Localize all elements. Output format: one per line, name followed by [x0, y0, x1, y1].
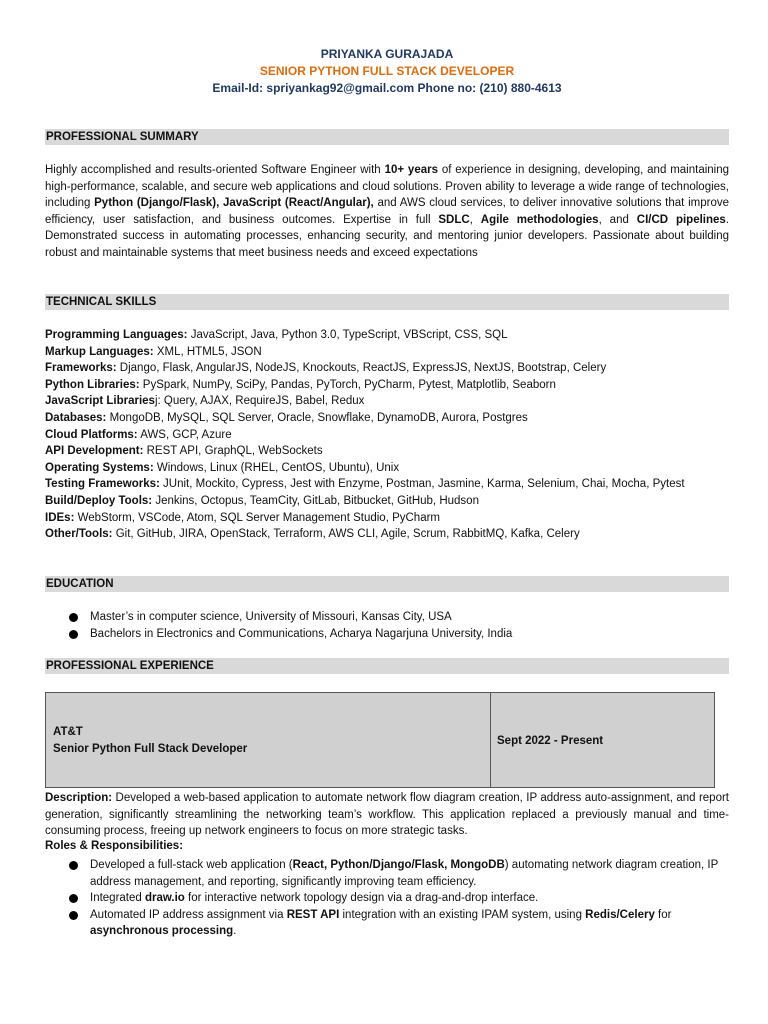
skill-row [45, 476, 729, 493]
text-run: Integrated [90, 892, 145, 904]
section-professional-summary: PROFESSIONAL SUMMARY [45, 129, 729, 145]
summary-paragraph [45, 162, 729, 261]
skill-row [45, 443, 729, 460]
text-run: Automated IP address assignment via [90, 908, 287, 921]
description-label: Description: [45, 792, 113, 804]
skill-row [45, 427, 729, 444]
bold-run: REST API [286, 908, 340, 921]
job-dates: Sept 2022 - Present [497, 735, 604, 747]
skill-label: JavaScript Libraries [45, 395, 155, 408]
candidate-name: PRIYANKA GURAJADA [320, 47, 454, 61]
description-text: Developed a web-based application to automate network flow diagram creation, IP address auto-assignment, and report generation, significantly streamlining the networking team’s workflow. This application replaced a previously manual and time-consuming process, freeing up network engineers to focus on more strategic tasks. [45, 792, 729, 837]
skill-value: Jenkins, Octopus, TeamCity, GitLab, Bitbucket, GitHub, Hudson [152, 494, 479, 507]
section-technical-skills: TECHNICAL SKILLS [45, 294, 729, 310]
skill-label: Operating Systems: [45, 461, 154, 474]
bold-run: React, Python/Django/Flask, MongoDB [292, 859, 505, 871]
skill-label: Databases: [45, 411, 107, 424]
job-role: Senior Python Full Stack Developer [53, 743, 248, 755]
skill-row [45, 344, 729, 361]
roles-heading: Roles & Responsibilities: [45, 840, 184, 852]
section-professional-experience: PROFESSIONAL EXPERIENCE [45, 658, 729, 674]
skill-value: MongoDB, MySQL, SQL Server, Oracle, Snowflake, DynamoDB, Aurora, Postgres [106, 411, 528, 424]
skill-value: j: Query, AJAX, RequireJS, Babel, Redux [154, 395, 365, 408]
list-item: Bachelors in Electronics and Communications, Acharya Nagarjuna University, India [45, 626, 729, 643]
bold-run: Python (Django/Flask), JavaScript (React/Angular), [94, 197, 374, 209]
bold-run: Redis/Celery [585, 908, 655, 921]
skill-label: Other/Tools: [45, 528, 113, 541]
list-item [45, 890, 729, 907]
list-item [45, 907, 729, 940]
job-company: AT&T [53, 726, 83, 738]
skill-label: Testing Frameworks: [45, 478, 160, 491]
skill-row [45, 460, 729, 477]
skill-value: Git, GitHub, JIRA, OpenStack, Terraform, AWS CLI, Agile, Scrum, RabbitMQ, Kafka, Celery [112, 528, 580, 541]
skill-row [45, 393, 729, 410]
skill-label: Build/Deploy Tools: [45, 494, 153, 507]
text-run: for interactive network topology design via a drag-and-drop interface. [184, 892, 539, 904]
section-education: EDUCATION [45, 576, 729, 592]
skill-row [45, 526, 729, 543]
text-run: and AWS cloud services, to deliver innovative solutions that improve efficiency, user satisfaction, and business outcomes. Expertise in full [45, 197, 729, 226]
bold-run: asynchronous processing [90, 925, 234, 937]
skill-label: API Development: [45, 445, 144, 458]
education-list [45, 609, 729, 642]
text-run: , and [598, 213, 637, 226]
text-run: . [233, 925, 237, 937]
contact-line: Email-Id: spriyankag92@gmail.com Phone no: (210) 880-4613 [212, 81, 562, 95]
skill-value: JavaScript, Java, Python 3.0, TypeScript, VBScript, CSS, SQL [187, 329, 508, 341]
bold-run: CI/CD pipelines [636, 213, 726, 226]
skill-value: XML, HTML5, JSON [153, 345, 262, 358]
skill-value: REST API, GraphQL, WebSockets [143, 445, 323, 458]
bold-run: draw.io [144, 892, 185, 904]
text-run: Developed a full-stack web application ( [90, 859, 293, 871]
skill-label: Programming Languages: [45, 329, 188, 341]
skill-value: Windows, Linux (RHEL, CentOS, Ubuntu), Unix [153, 461, 400, 474]
skills-list [45, 327, 729, 543]
text-run: integration with an existing IPAM system, using [339, 908, 586, 921]
bold-run: SDLC [438, 213, 470, 226]
text-run: of experience in designing, developing, and maintaining high-performance, scalable, and secure web applications and cloud solutions. Proven ability to leverage a wide range of technologies, including [45, 164, 730, 209]
text-run: . Demonstrated success in automating processes, enhancing security, and mentoring junior developers. Passionate about building robust and maintainable systems that meet business needs and exceed expectations [45, 213, 730, 259]
text-run: ) automating network diagram creation, IP address management, and reporting, significantly improving team efficiency. [90, 859, 719, 888]
skill-row [45, 327, 729, 344]
skill-value: PySpark, NumPy, SciPy, Pandas, PyTorch, PyCharm, Pytest, Matplotlib, Seaborn [139, 378, 556, 391]
job-header-box [45, 692, 715, 788]
skill-label: Markup Languages: [45, 345, 154, 358]
candidate-title: SENIOR PYTHON FULL STACK DEVELOPER [259, 64, 515, 78]
text-run: for [654, 908, 672, 921]
skill-row [45, 410, 729, 427]
job-description [45, 790, 729, 840]
skill-label: Frameworks: [45, 362, 117, 375]
skill-label: Python Libraries: [45, 378, 140, 391]
skill-value: JUnit, Mockito, Cypress, Jest with Enzyme, Postman, Jasmine, Karma, Selenium, Chai, Mocha, Pytest [159, 478, 685, 491]
text-run: Highly accomplished and results-oriented Software Engineer with [45, 164, 385, 176]
skill-value: AWS, GCP, Azure [137, 428, 232, 441]
skill-label: IDEs: [45, 511, 75, 524]
skill-value: Django, Flask, AngularJS, NodeJS, Knockouts, ReactJS, ExpressJS, NextJS, Bootstrap, Celery [116, 362, 607, 375]
skill-row [45, 510, 729, 527]
list-item [45, 857, 729, 890]
skill-label: Cloud Platforms: [45, 428, 138, 441]
list-item: Master’s in computer science, University of Missouri, Kansas City, USA [45, 609, 729, 626]
job-left-cell [46, 693, 491, 787]
skill-row [45, 493, 729, 510]
bold-run: Agile methodologies [480, 213, 599, 226]
skill-value: WebStorm, VSCode, Atom, SQL Server Management Studio, PyCharm [74, 511, 441, 524]
skill-row [45, 377, 729, 394]
text-run: , [469, 213, 481, 226]
skill-row [45, 360, 729, 377]
bold-run: 10+ years [384, 164, 438, 176]
responsibilities-list [45, 857, 729, 940]
